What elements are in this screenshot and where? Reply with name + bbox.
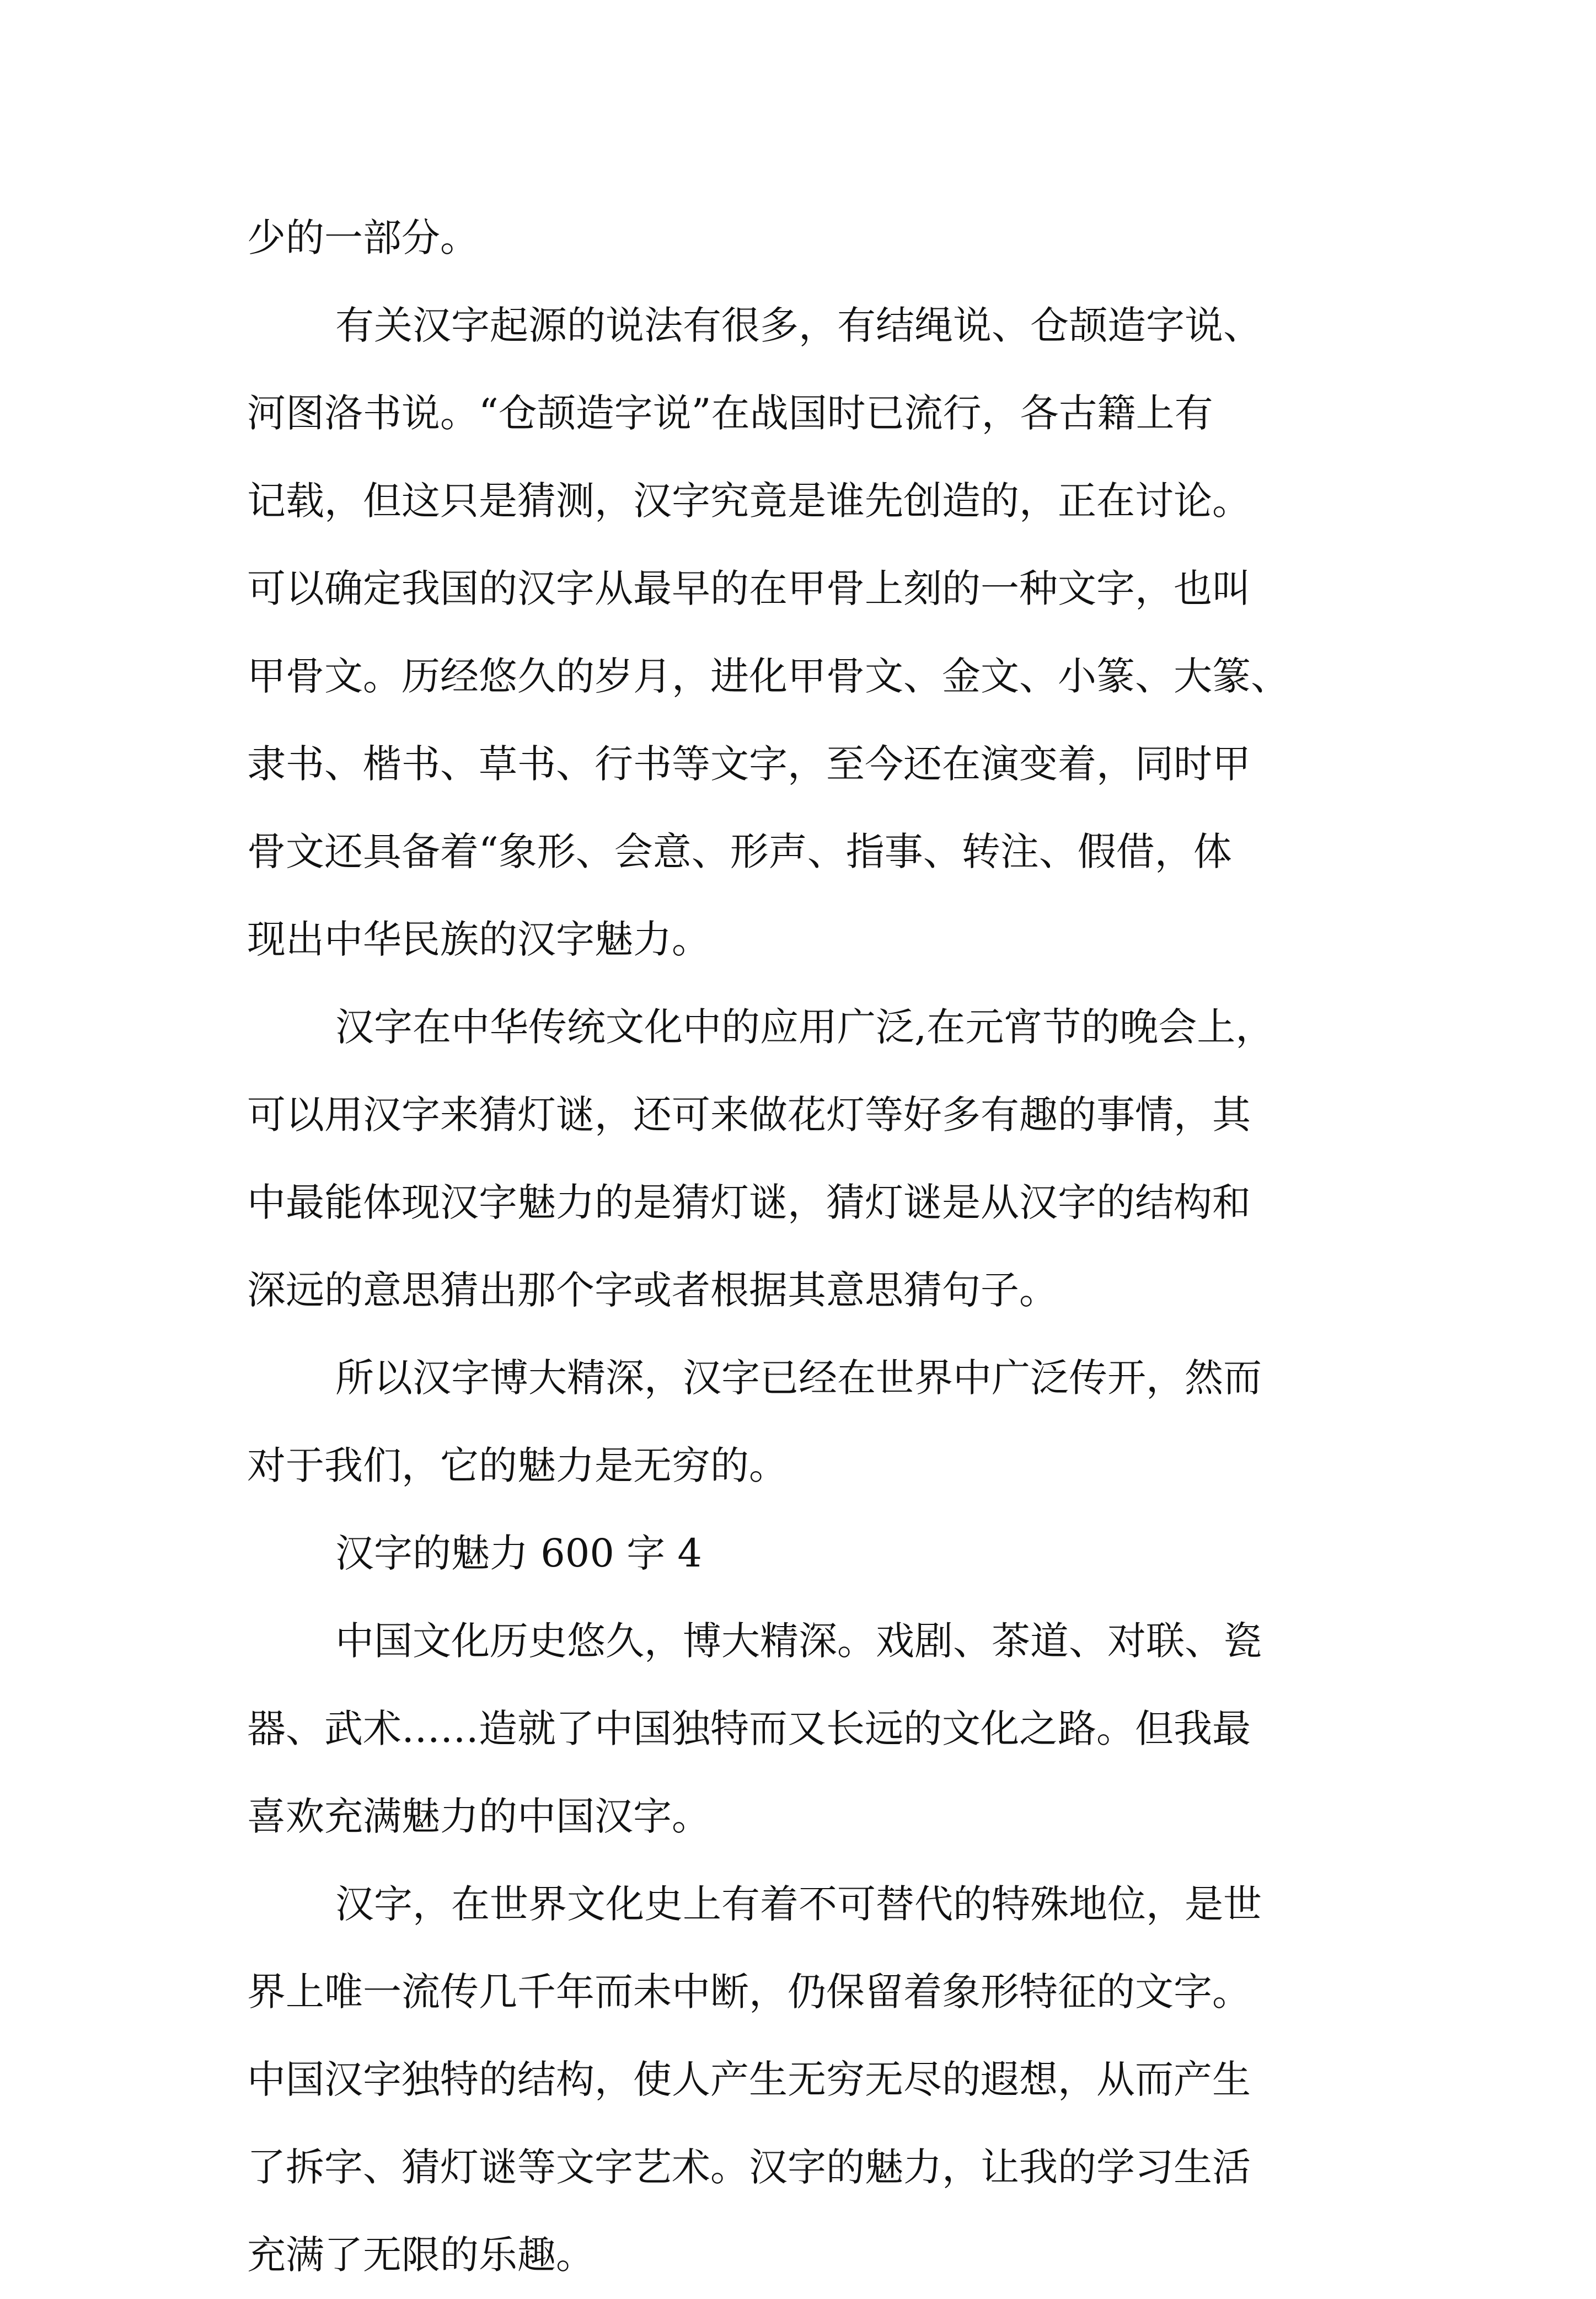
text-line: 可以确定我国的汉字从最早的在甲骨上刻的一种文字，也叫 [247, 566, 1251, 611]
text-line: 记载，但这只是猜测，汉字究竟是谁先创造的，正在讨论。 [247, 478, 1251, 523]
paragraph-start-line: 汉字，在世界文化史上有着不可替代的特殊地位，是世 [335, 1881, 1262, 1927]
paragraph-start-line: 汉字在中华传统文化中的应用广泛,在元宵节的晚会上， [335, 1004, 1274, 1050]
text-line: 器、武术……造就了中国独特而又长远的文化之路。但我最 [247, 1706, 1251, 1751]
text-line: 喜欢充满魅力的中国汉字。 [247, 1794, 710, 1839]
paragraph-start-line: 所以汉字博大精深，汉字已经在世界中广泛传开，然而 [335, 1355, 1262, 1400]
text-line: 少的一部分。 [247, 215, 479, 260]
text-line: 深远的意思猜出那个字或者根据其意思猜句子。 [247, 1268, 1058, 1313]
document-body [247, 194, 1405, 2299]
section-heading: 汉字的魅力 600 字 4 [335, 1531, 702, 1576]
paragraph-start-line: 有关汉字起源的说法有很多，有结绳说、仓颉造字说、 [335, 303, 1262, 348]
text-line: 中国汉字独特的结构，使人产生无穷无尽的遐想，从而产生 [247, 2057, 1251, 2102]
text-line: 现出中华民族的汉字魅力。 [247, 917, 710, 962]
text-line: 甲骨文。历经悠久的岁月，进化甲骨文、金文、小篆、大篆、 [247, 654, 1289, 699]
text-line: 充满了无限的乐趣。 [247, 2232, 595, 2277]
text-line: 隶书、楷书、草书、行书等文字，至今还在演变着，同时甲 [247, 741, 1251, 787]
text-line: 界上唯一流传几千年而未中断，仍保留着象形特征的文字。 [247, 1969, 1251, 2014]
text-line: 可以用汉字来猜灯谜，还可来做花灯等好多有趣的事情，其 [247, 1092, 1251, 1137]
text-line: 对于我们，它的魅力是无穷的。 [247, 1443, 788, 1488]
text-line: 了拆字、猜灯谜等文字艺术。汉字的魅力，让我的学习生活 [247, 2145, 1251, 2190]
text-line: 骨文还具备着“象形、会意、形声、指事、转注、假借，体 [247, 829, 1232, 874]
text-line: 河图洛书说。“仓颉造字说”在战国时已流行，各古籍上有 [247, 391, 1213, 436]
text-line: 中最能体现汉字魅力的是猜灯谜，猜灯谜是从汉字的结构和 [247, 1180, 1251, 1225]
paragraph-start-line: 中国文化历史悠久，博大精深。戏剧、茶道、对联、瓷 [335, 1618, 1262, 1664]
